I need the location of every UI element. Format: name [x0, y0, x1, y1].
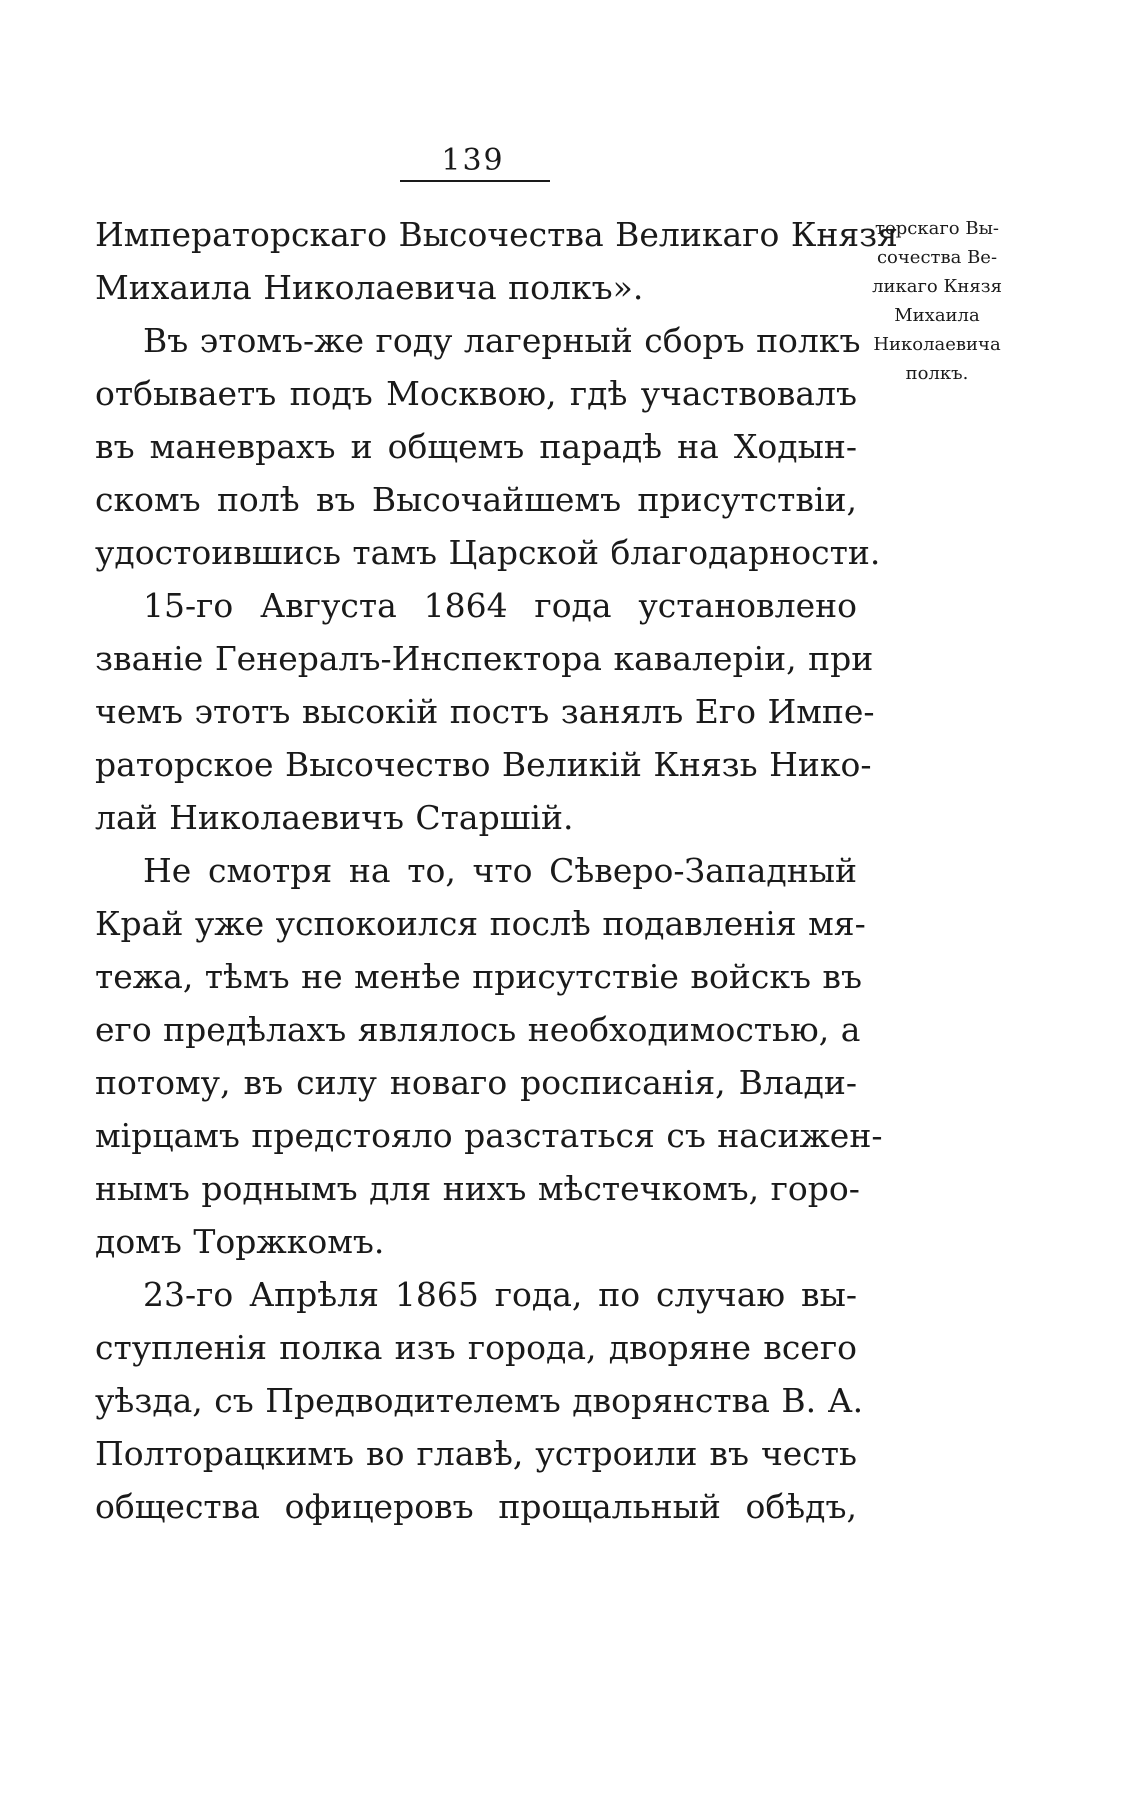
- text-line: потому, въ силу новаго росписанія, Влади-: [95, 1063, 857, 1102]
- margin-note-line: Михаила: [894, 305, 980, 326]
- text-line: скомъ полѣ въ Высочайшемъ присутствіи,: [95, 480, 857, 519]
- margin-note-line: ликаго Князя: [872, 276, 1002, 297]
- text-line: общества офицеровъ прощальный обѣдъ,: [95, 1487, 857, 1526]
- text-line: раторское Высочество Великій Князь Нико-: [95, 745, 872, 784]
- text-line: 23-го Апрѣля 1865 года, по случаю вы-: [143, 1275, 857, 1314]
- margin-note-line: торскаго Вы-: [874, 218, 999, 239]
- text-line: чемъ этотъ высокій постъ занялъ Его Импе-: [95, 692, 875, 731]
- margin-note-line: полкъ.: [905, 363, 969, 384]
- margin-note: [862, 214, 1012, 388]
- body-text: [95, 208, 898, 1533]
- page-number-underline: [400, 180, 550, 182]
- margin-note-line: Николаевича: [873, 334, 1001, 355]
- text-line: уѣзда, съ Предводителемъ дворянства В. А.: [95, 1381, 864, 1420]
- text-line: удостоившись тамъ Царской благодарности.: [95, 533, 881, 572]
- text-line: его предѣлахъ являлось необходимостью, а: [95, 1010, 861, 1049]
- text-line: Въ этомъ-же году лагерный сборъ полкъ: [143, 321, 861, 360]
- text-line: 15-го Августа 1864 года установлено: [143, 586, 857, 625]
- text-line: отбываетъ подъ Москвою, гдѣ участвовалъ: [95, 374, 857, 413]
- text-line: въ маневрахъ и общемъ парадѣ на Ходын-: [95, 427, 857, 466]
- text-line: мірцамъ предстояло разстаться съ насижен-: [95, 1116, 883, 1155]
- text-line: ступленія полка изъ города, дворяне всего: [95, 1328, 857, 1367]
- text-line: Императорскаго Высочества Великаго Князя: [95, 215, 898, 254]
- margin-note-line: сочества Ве-: [876, 247, 998, 268]
- text-line: Не смотря на то, что Сѣверо-Западный: [143, 851, 857, 890]
- text-line: домъ Торжкомъ.: [95, 1222, 385, 1261]
- text-line: тежа, тѣмъ не менѣе присутствіе войскъ въ: [95, 957, 862, 996]
- text-line: Полторацкимъ во главѣ, устроили въ честь: [95, 1434, 857, 1473]
- text-line: нымъ роднымъ для нихъ мѣстечкомъ, горо-: [95, 1169, 860, 1208]
- text-line: званіе Генералъ-Инспектора кавалеріи, при: [95, 639, 874, 678]
- text-line: Михаила Николаевича полкъ».: [95, 268, 644, 307]
- page-number: 139: [441, 143, 505, 178]
- text-line: Край уже успокоился послѣ подавленія мя-: [95, 904, 866, 943]
- text-line: лай Николаевичъ Старшій.: [95, 798, 574, 837]
